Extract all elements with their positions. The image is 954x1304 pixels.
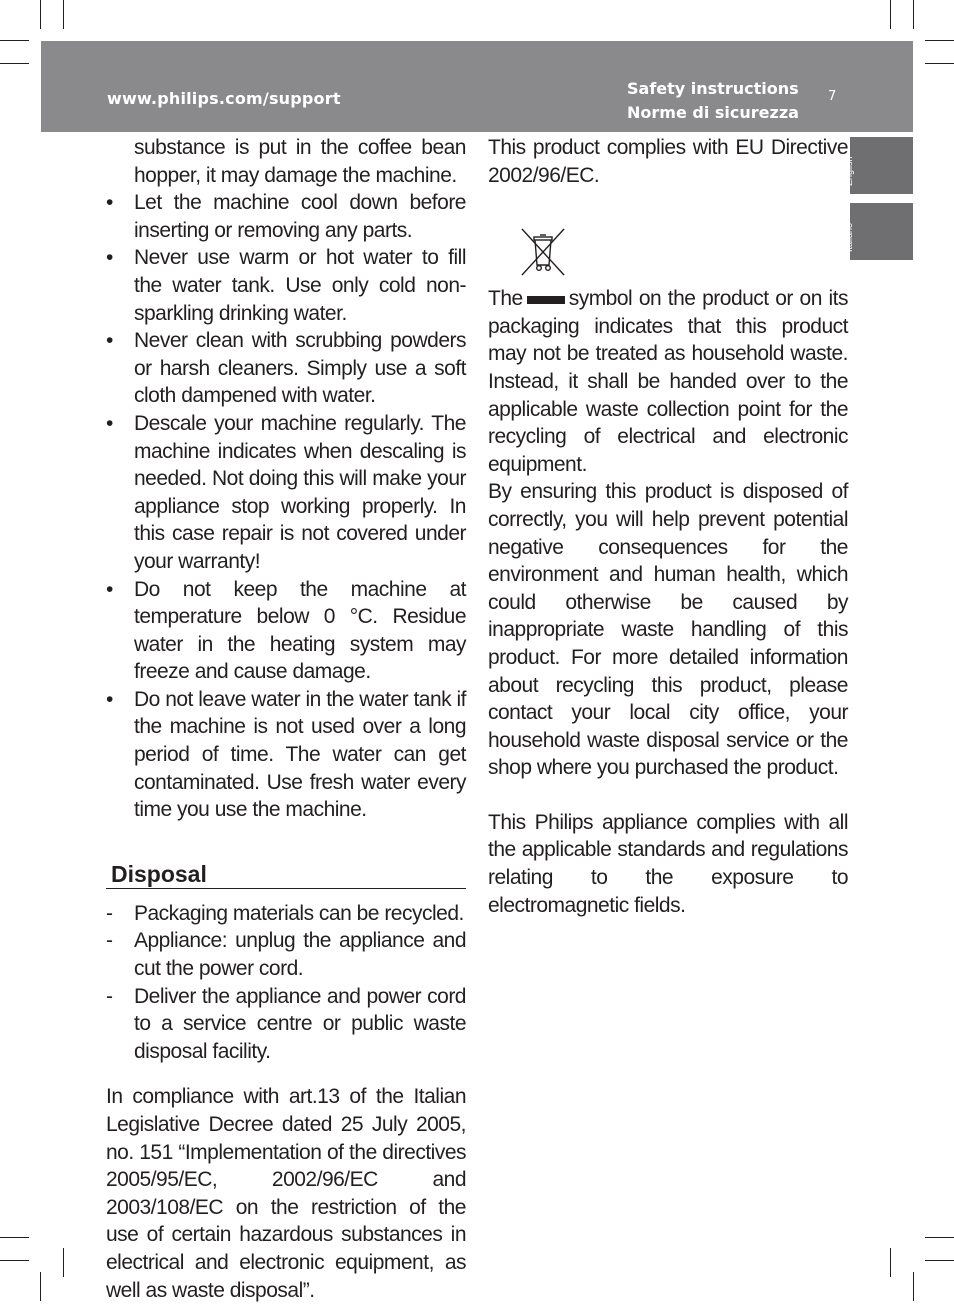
list-item [106,189,466,244]
list-item-text: Do not keep the machine at temperature below 0 °C. Residue water in the heating system may freeze and cause damage. [134,577,466,684]
bullet: • [106,246,113,270]
symbol-prefix: The [488,287,523,311]
disposal-item-text: Packaging materials can be recycled. [134,901,464,925]
title-english: Safety instructions [627,79,799,98]
continued-text: substance is put in the coffee bean hopper, it may damage the machine. [134,136,466,187]
bullet: • [106,191,113,215]
tab-italiano[interactable] [844,203,913,260]
title-italian: Norme di sicurezza [627,103,799,122]
weee-symbol [488,189,848,285]
list-item-text: Let the machine cool down before inserting or removing any parts. [134,191,466,242]
list-item [106,576,466,686]
directive-paragraph: This product complies with EU Directive 2002/96/EC. [488,136,848,187]
disposal-item-text: Appliance: unplug the appliance and cut the power cord. [134,929,466,981]
section-titles [627,77,799,125]
support-url[interactable]: www.philips.com/support [107,89,341,108]
list-item [106,410,466,576]
tab-english-label: English [844,156,854,186]
right-column [488,134,848,919]
bullet: • [106,577,113,601]
symbol-paragraph [488,285,848,478]
disposal-item-text: Deliver the appliance and power cord to a service centre or public waste disposal facility. [134,984,466,1063]
spacer [106,1065,466,1083]
crossed-out-wheelie-bin-icon [518,227,568,277]
spacer [488,782,848,809]
bullet: • [106,411,113,435]
list-item [106,686,466,824]
dash: - [106,901,113,925]
black-bar-icon [527,296,565,304]
list-item-text: Never use warm or hot water to fill the water tank. Use only cold non-sparkling drinking water. [134,246,466,325]
left-column [106,134,466,1304]
disposal-item [106,983,466,1066]
page-header [41,41,913,132]
tab-english[interactable] [844,137,913,194]
list-item [106,244,466,327]
disposal-item [106,927,466,982]
compliance-paragraph: In compliance with art.13 of the Italian Legislative Decree dated 25 July 2005, no. 151 “Implementation of the directives 2005/95/EC, 2002/96/EC and 2003/108/EC on the restriction of the use of certain hazardous substances in electrical and electronic equipment, as well as waste disposal”. [106,1085,466,1302]
list-item-text: Never clean with scrubbing powders or harsh cleaners. Simply use a soft cloth dampened with water. [134,329,466,408]
bullet: • [106,329,113,353]
symbol-text: symbol on the product or on its packaging indicates that this product may not be treated as household waste. Instead, it shall be handed over to the applicable waste collection point for the recycling of electrical and electronic equipment. [488,287,848,476]
tab-italiano-label: Italiano [844,222,854,252]
list-item-text: Descale your machine regularly. The machine indicates when descaling is needed. Not doing this will make your appliance stop working properly. In this case repair is not covered under your warranty! [134,411,466,573]
dash: - [106,929,113,953]
ensuring-paragraph: By ensuring this product is disposed of correctly, you will help prevent potential negative consequences for the environment and human health, which could otherwise be caused by inappropriate waste handling of this product. For more detailed information about recycling this product, please contact your local city office, your household waste disposal service or the shop where you purchased the product. [488,480,848,780]
page-number: 7 [828,89,837,104]
disposal-heading: Disposal [106,860,466,889]
list-item-text: Do not leave water in the water tank if the machine is not used over a long period of time. The water can get contaminated. Use fresh water every time you use the machine. [134,687,466,822]
dash: - [106,984,113,1008]
bullet: • [106,687,113,711]
disposal-item [106,900,466,928]
list-item [106,327,466,410]
emf-paragraph: This Philips appliance complies with all the applicable standards and regulations relating to the exposure to electromagnetic fields. [488,810,848,917]
